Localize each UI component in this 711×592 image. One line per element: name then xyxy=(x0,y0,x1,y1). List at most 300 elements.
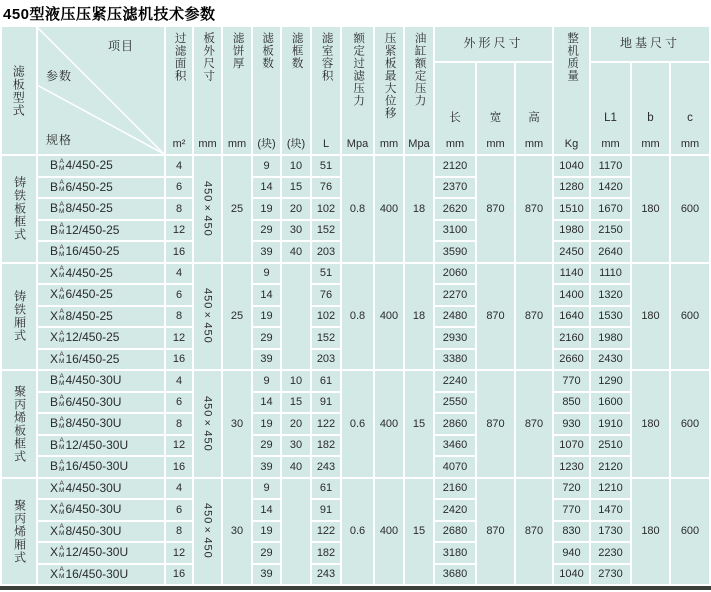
filtration-area-cell: 16 xyxy=(166,242,192,262)
filtration-area-cell: 8 xyxy=(166,307,192,327)
corner-label-parameter: 参数 xyxy=(46,69,73,83)
col-header-frame-count xyxy=(282,27,310,154)
max-displacement-cell: 400 xyxy=(375,479,403,585)
plate-count-cell: 9 xyxy=(253,479,280,499)
chamber-volume-cell: 182 xyxy=(312,543,340,563)
model-am-stack: A M xyxy=(59,265,65,280)
model-prefix: X xyxy=(50,308,59,323)
chamber-volume-cell: 76 xyxy=(312,178,340,198)
col-header-chamber-volume xyxy=(312,27,340,154)
chamber-volume-cell: 51 xyxy=(312,264,340,284)
model-am-stack: A M xyxy=(59,200,65,215)
model-prefix: B xyxy=(50,244,59,259)
col-label: 板外尺寸 xyxy=(202,32,215,82)
foundation-l1-cell: 1470 xyxy=(591,500,630,520)
frame-count-cell: 10 xyxy=(282,371,310,391)
model-suffix: 4/450-30U xyxy=(65,373,122,388)
frame-count-cell: 20 xyxy=(282,199,310,219)
model-prefix: B xyxy=(50,373,59,388)
model-suffix: 6/450-25 xyxy=(65,179,113,194)
overall-length-cell: 2120 xyxy=(435,156,475,176)
model-prefix: X xyxy=(50,265,59,280)
cylinder-pressure-cell: 15 xyxy=(405,479,433,585)
cylinder-pressure-cell: 18 xyxy=(405,156,433,262)
foundation-c-cell: 600 xyxy=(671,156,709,262)
filtration-area-cell: 12 xyxy=(166,328,192,348)
foundation-l1-cell: 1910 xyxy=(591,414,630,434)
foundation-l1-cell: 2640 xyxy=(591,242,630,262)
sub-label: 长 xyxy=(449,112,461,125)
machine-weight-cell: 1280 xyxy=(554,178,589,198)
model-am-stack: A M xyxy=(59,566,65,581)
model-am-stack: A M xyxy=(59,157,65,172)
machine-weight-cell: 1510 xyxy=(554,199,589,219)
filtration-area-cell: 8 xyxy=(166,522,192,542)
model-am-stack: A M xyxy=(59,437,65,452)
group-label: 外形尺寸 xyxy=(463,36,524,51)
corner-label-plate-type: 滤板型式 xyxy=(11,64,26,117)
model-suffix: 12/450-25 xyxy=(65,330,120,345)
unit-label: (块) xyxy=(257,137,276,150)
machine-weight-cell: 1980 xyxy=(554,221,589,241)
model-am-stack: A M xyxy=(59,179,65,194)
foundation-l1-cell: 2230 xyxy=(591,543,630,563)
plate-count-cell: 29 xyxy=(253,328,280,348)
filtration-area-cell: 6 xyxy=(166,500,192,520)
plate-count-cell: 19 xyxy=(253,414,280,434)
col-header-dim-width xyxy=(477,63,514,154)
foundation-l1-cell: 1170 xyxy=(591,156,630,176)
max-displacement-cell: 400 xyxy=(375,264,403,370)
model-am-stack: A M xyxy=(59,286,65,301)
model-prefix: X xyxy=(50,523,59,538)
plate-count-cell: 39 xyxy=(253,565,280,585)
plate-size-cell: 450×450 xyxy=(194,371,221,477)
foundation-l1-cell: 1210 xyxy=(591,479,630,499)
foundation-l1-cell: 1730 xyxy=(591,522,630,542)
page-title: 450型液压压紧压滤机技术参数 xyxy=(3,6,216,23)
chamber-volume-cell: 61 xyxy=(312,371,340,391)
model-cell xyxy=(38,457,164,477)
frame-count-cell: 40 xyxy=(282,457,310,477)
overall-length-cell: 3180 xyxy=(435,543,475,563)
machine-weight-cell: 1140 xyxy=(554,264,589,284)
foundation-l1-cell: 1670 xyxy=(591,199,630,219)
model-prefix: X xyxy=(50,287,59,302)
unit-label: mm xyxy=(227,137,247,150)
sub-label: b xyxy=(647,112,654,125)
foundation-l1-cell: 2510 xyxy=(591,436,630,456)
plate-count-cell: 14 xyxy=(253,178,280,198)
unit-label: mm xyxy=(680,137,700,150)
overall-length-cell: 2060 xyxy=(435,264,475,284)
filtration-area-cell: 12 xyxy=(166,543,192,563)
model-suffix: 12/450-30U xyxy=(65,545,129,560)
model-suffix: 12/450-25 xyxy=(65,222,120,237)
filter-pressure-cell: 0.6 xyxy=(342,371,373,477)
unit-label: mm xyxy=(486,137,505,150)
corner-label-item: 项目 xyxy=(108,39,135,53)
model-am-stack: A M xyxy=(59,480,65,495)
model-cell xyxy=(38,242,164,262)
filtration-area-cell: 6 xyxy=(166,285,192,305)
plate-count-cell: 14 xyxy=(253,500,280,520)
overall-length-cell: 3460 xyxy=(435,436,475,456)
chamber-volume-cell: 76 xyxy=(312,285,340,305)
unit-label: Kg xyxy=(564,137,579,150)
cake-thickness-cell: 25 xyxy=(223,156,251,262)
frame-count-cell: 15 xyxy=(282,178,310,198)
chamber-volume-cell: 203 xyxy=(312,350,340,370)
col-label: 滤饼厚 xyxy=(231,32,244,70)
chamber-volume-cell: 122 xyxy=(312,522,340,542)
col-label: 额定过滤压力 xyxy=(352,32,365,107)
model-suffix: 16/450-30U xyxy=(65,459,129,474)
model-prefix: X xyxy=(50,480,59,495)
model-cell xyxy=(38,543,164,563)
frame-count-cell: 10 xyxy=(282,156,310,176)
machine-weight-cell: 2450 xyxy=(554,242,589,262)
filter-pressure-cell: 0.6 xyxy=(342,479,373,585)
plate-count-cell: 9 xyxy=(253,371,280,391)
model-cell xyxy=(38,156,164,176)
chamber-volume-cell: 203 xyxy=(312,242,340,262)
col-header-foundation-dims xyxy=(591,27,709,61)
foundation-b-cell: 180 xyxy=(632,264,669,370)
filtration-area-cell: 4 xyxy=(166,264,192,284)
machine-weight-cell: 720 xyxy=(554,479,589,499)
model-cell xyxy=(38,328,164,348)
unit-label: mm xyxy=(198,137,217,150)
model-suffix: 6/450-30U xyxy=(65,502,122,517)
machine-weight-cell: 2160 xyxy=(554,328,589,348)
foundation-l1-cell: 1110 xyxy=(591,264,630,284)
model-prefix: X xyxy=(50,330,59,345)
plate-count-cell: 29 xyxy=(253,221,280,241)
overall-width-cell: 870 xyxy=(477,371,514,477)
machine-weight-cell: 1640 xyxy=(554,307,589,327)
frame-count-cell: 30 xyxy=(282,221,310,241)
model-cell xyxy=(38,371,164,391)
foundation-b-cell: 180 xyxy=(632,156,669,262)
chamber-volume-cell: 102 xyxy=(312,307,340,327)
model-suffix: 16/450-25 xyxy=(65,244,120,259)
overall-length-cell: 2680 xyxy=(435,522,475,542)
model-suffix: 6/450-25 xyxy=(65,287,113,302)
machine-weight-cell: 1230 xyxy=(554,457,589,477)
col-header-foundation-b xyxy=(632,63,669,154)
plate-count-cell: 9 xyxy=(253,264,280,284)
filtration-area-cell: 4 xyxy=(166,371,192,391)
plate-count-cell: 14 xyxy=(253,393,280,413)
foundation-l1-cell: 1420 xyxy=(591,178,630,198)
overall-length-cell: 2550 xyxy=(435,393,475,413)
model-am-stack: A M xyxy=(59,329,65,344)
overall-length-cell: 2270 xyxy=(435,285,475,305)
plate-count-cell: 39 xyxy=(253,457,280,477)
foundation-l1-cell: 1980 xyxy=(591,328,630,348)
group-label: 地基尺寸 xyxy=(619,36,680,51)
chamber-volume-cell: 122 xyxy=(312,414,340,434)
model-suffix: 8/450-25 xyxy=(65,308,113,323)
cake-thickness-cell: 25 xyxy=(223,264,251,370)
plate-count-cell: 19 xyxy=(253,307,280,327)
model-am-stack: A M xyxy=(59,501,65,516)
foundation-l1-cell: 1600 xyxy=(591,393,630,413)
plate-count-cell: 39 xyxy=(253,350,280,370)
col-header-plate-displacement xyxy=(375,27,403,154)
col-label: 整机质量 xyxy=(566,32,579,82)
machine-weight-cell: 1070 xyxy=(554,436,589,456)
cylinder-pressure-cell: 15 xyxy=(405,371,433,477)
col-header-plate-count xyxy=(253,27,280,154)
machine-weight-cell: 940 xyxy=(554,543,589,563)
model-cell xyxy=(38,285,164,305)
col-header-cylinder-pressure xyxy=(405,27,433,154)
overall-height-cell: 870 xyxy=(516,264,552,370)
plate-size-cell: 450×450 xyxy=(194,156,221,262)
col-header-foundation-l1 xyxy=(591,63,630,154)
overall-height-cell: 870 xyxy=(516,479,552,585)
overall-height-cell: 870 xyxy=(516,156,552,262)
col-label: 压紧板最大位移 xyxy=(383,32,396,120)
filtration-area-cell: 6 xyxy=(166,393,192,413)
model-cell xyxy=(38,522,164,542)
col-header-foundation-c xyxy=(671,63,709,154)
model-am-stack: A M xyxy=(59,372,65,387)
col-header-filtration-area xyxy=(166,27,192,154)
model-suffix: 6/450-30U xyxy=(65,394,122,409)
machine-weight-cell: 1040 xyxy=(554,156,589,176)
unit-label: mm xyxy=(445,137,465,150)
machine-weight-cell: 770 xyxy=(554,500,589,520)
model-suffix: 16/450-30U xyxy=(65,566,129,581)
foundation-l1-cell: 1320 xyxy=(591,285,630,305)
filtration-area-cell: 16 xyxy=(166,565,192,585)
foundation-c-cell: 600 xyxy=(671,264,709,370)
machine-weight-cell: 1040 xyxy=(554,565,589,585)
model-prefix: X xyxy=(50,545,59,560)
frame-count-empty-cell xyxy=(282,264,310,370)
plate-count-cell: 14 xyxy=(253,285,280,305)
chamber-volume-cell: 61 xyxy=(312,479,340,499)
col-header-plate-outer-size xyxy=(194,27,221,154)
unit-label: mm xyxy=(524,137,544,150)
model-suffix: 12/450-30U xyxy=(65,437,129,452)
foundation-c-cell: 600 xyxy=(671,371,709,477)
foundation-b-cell: 180 xyxy=(632,371,669,477)
chamber-volume-cell: 91 xyxy=(312,393,340,413)
plate-type-cell: 铸铁厢式 xyxy=(2,264,36,370)
sub-label: 宽 xyxy=(489,112,502,125)
unit-label: mm xyxy=(601,137,620,150)
overall-length-cell: 2370 xyxy=(435,178,475,198)
unit-label: Mpa xyxy=(408,137,430,150)
col-label: 滤框数 xyxy=(290,32,303,70)
unit-label: L xyxy=(322,137,330,150)
foundation-c-cell: 600 xyxy=(671,479,709,585)
model-am-stack: A M xyxy=(59,222,65,237)
unit-label: (块) xyxy=(286,137,306,150)
table-bottom-edge xyxy=(0,586,711,590)
col-header-dim-height xyxy=(516,63,552,154)
sub-label: c xyxy=(687,112,693,125)
plate-size-cell: 450×450 xyxy=(194,264,221,370)
filter-pressure-cell: 0.8 xyxy=(342,156,373,262)
col-header-filter-pressure xyxy=(342,27,373,154)
unit-label: Mpa xyxy=(346,137,369,150)
overall-width-cell: 870 xyxy=(477,264,514,370)
max-displacement-cell: 400 xyxy=(375,156,403,262)
model-am-stack: A M xyxy=(59,544,65,559)
machine-weight-cell: 830 xyxy=(554,522,589,542)
overall-length-cell: 3380 xyxy=(435,350,475,370)
frame-count-cell: 15 xyxy=(282,393,310,413)
filtration-area-cell: 16 xyxy=(166,457,192,477)
plate-type-cell: 聚丙烯板框式 xyxy=(2,371,36,477)
model-suffix: 4/450-30U xyxy=(65,480,122,495)
overall-width-cell: 870 xyxy=(477,479,514,585)
overall-length-cell: 2860 xyxy=(435,414,475,434)
model-am-stack: A M xyxy=(59,351,65,366)
sub-label: 高 xyxy=(528,112,540,125)
plate-count-cell: 9 xyxy=(253,156,280,176)
model-prefix: X xyxy=(50,502,59,517)
model-cell xyxy=(38,436,164,456)
cake-thickness-cell: 30 xyxy=(223,371,251,477)
filtration-area-cell: 8 xyxy=(166,199,192,219)
filtration-area-cell: 12 xyxy=(166,221,192,241)
plate-count-cell: 29 xyxy=(253,543,280,563)
model-suffix: 8/450-25 xyxy=(65,201,113,216)
corner-diagonal-lines xyxy=(2,27,164,154)
chamber-volume-cell: 91 xyxy=(312,500,340,520)
overall-length-cell: 4070 xyxy=(435,457,475,477)
col-header-dim-length xyxy=(435,63,475,154)
overall-length-cell: 2420 xyxy=(435,500,475,520)
model-am-stack: A M xyxy=(59,308,65,323)
overall-length-cell: 2620 xyxy=(435,199,475,219)
overall-length-cell: 2240 xyxy=(435,371,475,391)
model-prefix: B xyxy=(50,394,59,409)
model-prefix: B xyxy=(50,201,59,216)
overall-length-cell: 3100 xyxy=(435,221,475,241)
frame-count-cell: 20 xyxy=(282,414,310,434)
model-cell xyxy=(38,221,164,241)
model-am-stack: A M xyxy=(59,243,65,258)
overall-height-cell: 870 xyxy=(516,371,552,477)
plate-count-cell: 29 xyxy=(253,436,280,456)
max-displacement-cell: 400 xyxy=(375,371,403,477)
corner-cell xyxy=(2,27,164,154)
overall-length-cell: 2160 xyxy=(435,479,475,499)
chamber-volume-cell: 243 xyxy=(312,565,340,585)
overall-length-cell: 2930 xyxy=(435,328,475,348)
foundation-l1-cell: 2430 xyxy=(591,350,630,370)
model-suffix: 16/450-25 xyxy=(65,351,120,366)
plate-type-cell: 铸铁板框式 xyxy=(2,156,36,262)
col-label: 过滤面积 xyxy=(173,32,186,82)
model-cell xyxy=(38,350,164,370)
filter-pressure-cell: 0.8 xyxy=(342,264,373,370)
plate-count-cell: 39 xyxy=(253,242,280,262)
unit-label: mm xyxy=(641,137,660,150)
model-prefix: X xyxy=(50,566,59,581)
model-am-stack: A M xyxy=(59,394,65,409)
model-cell xyxy=(38,393,164,413)
plate-type-cell: 聚丙烯厢式 xyxy=(2,479,36,585)
model-suffix: 4/450-25 xyxy=(65,158,113,173)
filtration-area-cell: 4 xyxy=(166,479,192,499)
filtration-area-cell: 12 xyxy=(166,436,192,456)
model-am-stack: A M xyxy=(59,523,65,538)
model-cell xyxy=(38,199,164,219)
foundation-b-cell: 180 xyxy=(632,479,669,585)
spec-table xyxy=(0,25,711,586)
model-cell xyxy=(38,264,164,284)
chamber-volume-cell: 182 xyxy=(312,436,340,456)
filtration-area-cell: 16 xyxy=(166,350,192,370)
model-cell xyxy=(38,307,164,327)
plate-count-cell: 19 xyxy=(253,199,280,219)
model-prefix: B xyxy=(50,158,59,173)
overall-length-cell: 3680 xyxy=(435,565,475,585)
foundation-l1-cell: 2120 xyxy=(591,457,630,477)
frame-count-cell: 30 xyxy=(282,436,310,456)
filtration-area-cell: 6 xyxy=(166,178,192,198)
machine-weight-cell: 850 xyxy=(554,393,589,413)
chamber-volume-cell: 152 xyxy=(312,328,340,348)
overall-length-cell: 3590 xyxy=(435,242,475,262)
model-prefix: B xyxy=(50,416,59,431)
unit-label: mm xyxy=(379,137,399,150)
col-header-cake-thickness xyxy=(223,27,251,154)
machine-weight-cell: 1400 xyxy=(554,285,589,305)
machine-weight-cell: 2660 xyxy=(554,350,589,370)
frame-count-cell: 40 xyxy=(282,242,310,262)
filtration-area-cell: 4 xyxy=(166,156,192,176)
chamber-volume-cell: 243 xyxy=(312,457,340,477)
model-suffix: 8/450-30U xyxy=(65,416,122,431)
model-prefix: X xyxy=(50,351,59,366)
overall-width-cell: 870 xyxy=(477,156,514,262)
foundation-l1-cell: 1530 xyxy=(591,307,630,327)
model-prefix: B xyxy=(50,437,59,452)
col-label: 滤室容积 xyxy=(320,32,333,82)
cylinder-pressure-cell: 18 xyxy=(405,264,433,370)
col-header-overall-dims xyxy=(435,27,552,61)
model-am-stack: A M xyxy=(59,415,65,430)
model-suffix: 4/450-25 xyxy=(65,265,113,280)
model-prefix: B xyxy=(50,179,59,194)
model-cell xyxy=(38,479,164,499)
model-cell xyxy=(38,414,164,434)
model-suffix: 8/450-30U xyxy=(65,523,122,538)
chamber-volume-cell: 152 xyxy=(312,221,340,241)
foundation-l1-cell: 2150 xyxy=(591,221,630,241)
chamber-volume-cell: 102 xyxy=(312,199,340,219)
machine-weight-cell: 770 xyxy=(554,371,589,391)
plate-size-cell: 450×450 xyxy=(194,479,221,585)
model-prefix: B xyxy=(50,459,59,474)
foundation-l1-cell: 2730 xyxy=(591,565,630,585)
model-cell xyxy=(38,500,164,520)
col-header-machine-weight xyxy=(554,27,589,154)
unit-label: m² xyxy=(172,137,186,150)
corner-label-spec: 规格 xyxy=(46,132,73,147)
foundation-l1-cell: 1290 xyxy=(591,371,630,391)
sub-label: L1 xyxy=(604,112,617,125)
